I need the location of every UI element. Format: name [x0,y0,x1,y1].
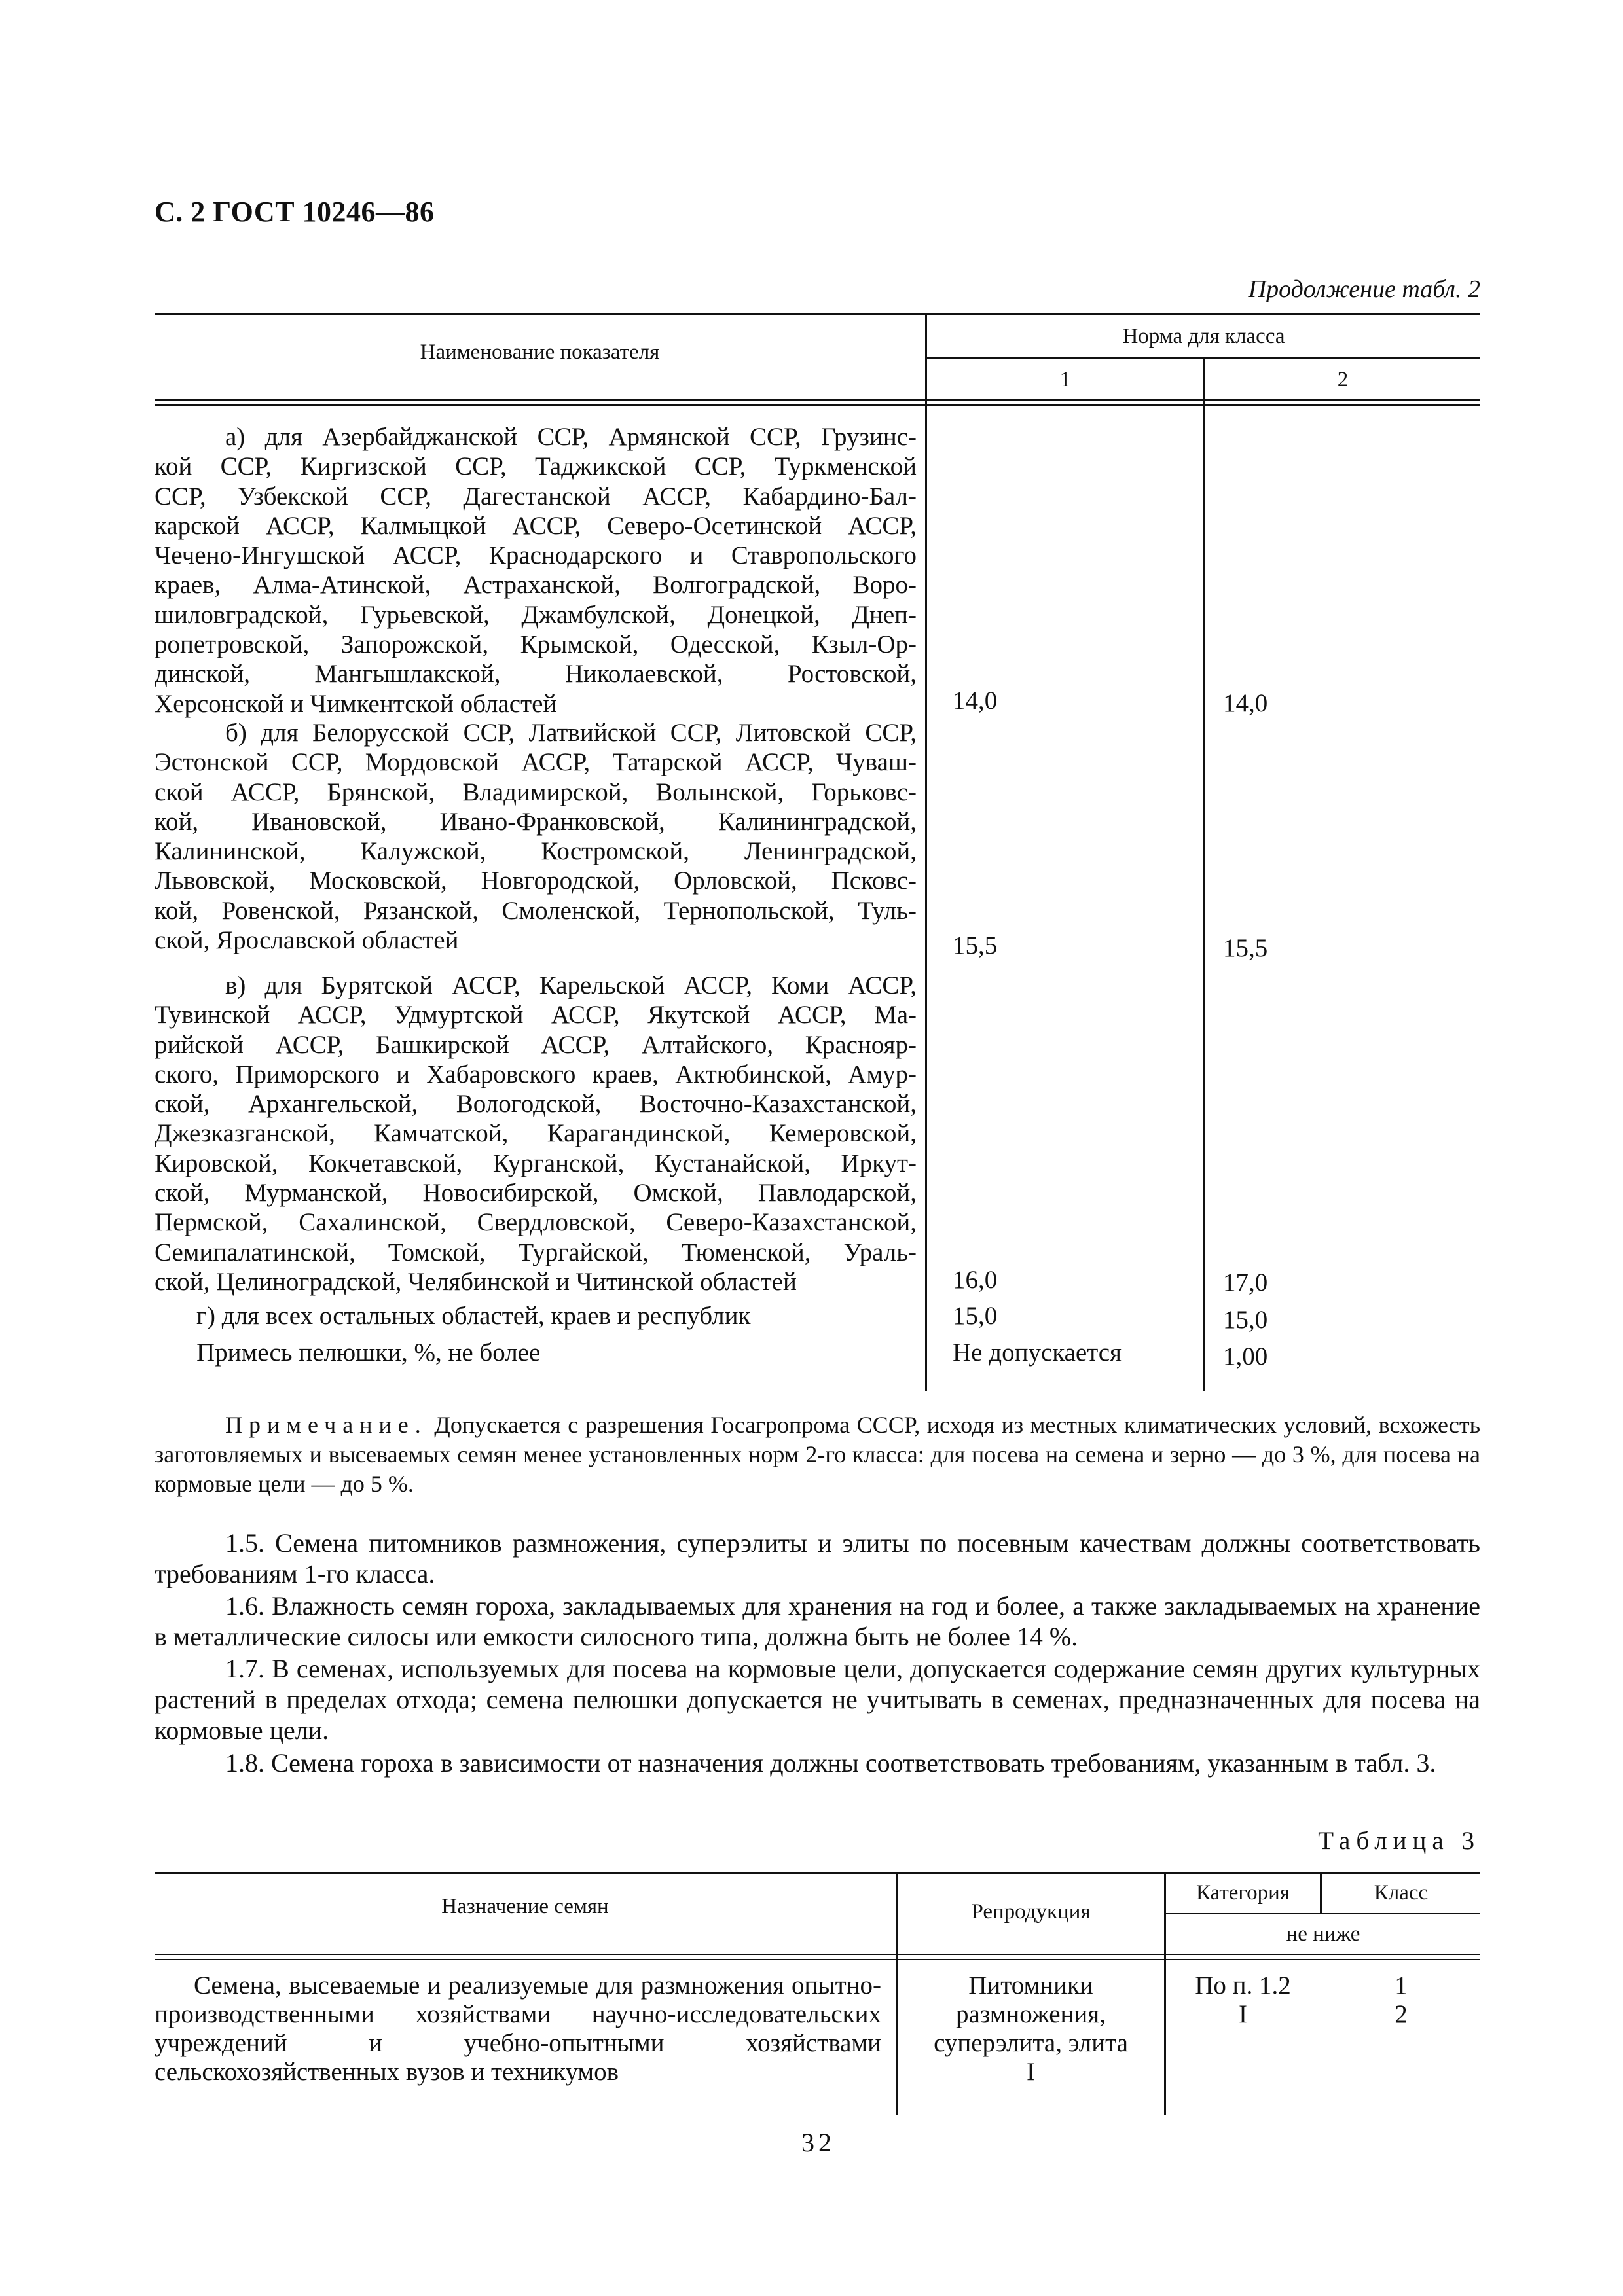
col-not-lower: не ниже [1286,1922,1360,1946]
reproduction-line-a: Питомники размножения, суперэлита, элита [934,1971,1128,2057]
col-class-2: 2 [1337,368,1349,391]
table-row-b-text: б) для Белорусской ССР, Латвийской ССР, Литовской ССР, Эстонской ССР, Мордовской АССР, Татарской АССР, Чуваш- ской АССР, Брянской, Владимирской, Волынской, Горьковс- кой, Ивановской, Ивано-Франковской, Калининградской, Калининской, Калужской, Костромской, Ленинградской, Львовской, Московской, Новгородской, Орловской, Псковс- кой, Ровенской, Рязанской, Смоленской, Тернопольской, Туль- ской, Ярославской областей [155,719,917,955]
note-label: Примечание. [225,1412,428,1438]
paragraph-1-5: 1.5. Семена питомников размножения, суперэлиты и элиты по посевным качествам должны соответствовать требованиям 1-го класса. [155,1528,1480,1588]
table-note [155,1410,1480,1499]
table-3-row1-reproduction [898,1971,1164,2087]
row-d-class1-value: 15,0 [953,1302,998,1330]
row-admixture-class2-value: 1,00 [1223,1342,1268,1371]
table-row-admixture-text: Примесь пелюшки, %, не более [196,1338,541,1367]
col-reproduction: Репродукция [971,1900,1091,1924]
note-text: Допускается с разрешения Госагропрома СССР, исходя из местных климатических условий, всхожесть заготовляемых и высеваемых семян менее установленных норм 2-го класса: для посева на семена и зерно — до 3 %, для посева на кормовые цели — до 5 %. [155,1412,1481,1497]
page-number: 32 [801,2128,835,2157]
table-3-row1-purpose: Семена, высеваемые и реализуемые для размножения опытно-производственными хозяйствами научно-исследовательских учреждений и учебно-опытными хозяйствами сельскохозяйственных вузов и техникумов [155,1971,881,2086]
row-d-class2-value: 15,0 [1223,1306,1268,1334]
row-c-class1-value: 16,0 [953,1266,998,1294]
col-category: Категория [1196,1881,1290,1905]
col-seed-purpose: Назначение семян [441,1895,609,1918]
table-row-c-text: в) для Бурятской АССР, Карельской АССР, Коми АССР, Тувинской АССР, Удмуртской АССР, Якутской АССР, Ма- рийской АССР, Башкирской АССР, Алтайского, Краснояр- ского, Приморского и Хабаровского краев, Актюбинской, Амур- ской, Архангельской, Вологодской, Восточно-Казахстанской, Джезказганской, Камчатской, Карагандинской, Кемеровской, Кировской, Кокчетавской, Курганской, Кустанайской, Иркут- ской, Мурманской, Новосибирской, Омской, Павлодарской, Пермской, Сахалинской, Свердловской, Северо-Казахстанской, Семипалатинской, Томской, Тургайской, Тюменской, Ураль- ской, Целиноградской, Челябинской и Читинской областей [155,971,917,1296]
paragraph-1-8: 1.8. Семена гороха в зависимости от назначения должны соответствовать требованиям, указанным в табл. 3. [225,1748,1436,1778]
table-row-d-text: г) для всех остальных областей, краев и республик [196,1302,751,1330]
paragraph-1-6: 1.6. Влажность семян гороха, закладываемых для хранения на год и более, а также закладываемых на хранение в металлические силосы или емкости силосного типа, должна быть не более 14 %. [155,1591,1480,1651]
row-b-class2-value: 15,5 [1223,934,1268,962]
table-row-a-text: а) для Азербайджанской ССР, Армянской ССР, Грузинс- кой ССР, Киргизской ССР, Таджикской ССР, Туркменской ССР, Узбекской ССР, Дагестанской АССР, Кабардино-Бал- карской АССР, Калмыцкой АССР, Северо-Осетинской АССР, Чечено-Ингушской АССР, Краснодарского и Ставропольского краев, Алма-Атинской, Астраханской, Волгоградской, Воро- шиловградской, Гурьевской, Джамбулской, Донецкой, Днеп- ропетровской, Запорожской, Крымской, Одесской, Кзыл-Ор- динской, Мангышлакской, Николаевской, Ростовской, Херсонской и Чимкентской областей [155,423,917,718]
row-c-class2-value: 17,0 [1223,1268,1268,1297]
row-a-class2-value: 14,0 [1223,689,1268,717]
col-class-1: 1 [1059,368,1071,391]
row-a-class1-value: 14,0 [953,687,998,715]
page-header: С. 2 ГОСТ 10246—86 [155,196,435,228]
col-indicator-name: Наименование показателя [420,340,660,364]
row-b-class1-value: 15,5 [953,931,998,960]
col-norm-for-class: Норма для класса [1122,325,1285,348]
table-continuation-label: Продолжение табл. 2 [1248,276,1480,303]
row-admixture-class1-value: Не допускается [953,1338,1122,1367]
paragraph-1-7: 1.7. В семенах, используемых для посева на кормовые цели, допускается содержание семян других культурных растений в пределах отхода; семена пелюшки допускается не учитывать в семенах, предназначенных для посева на кормовые цели. [155,1654,1480,1745]
col-class: Класс [1374,1881,1429,1905]
table-3-row1-category: По п. 1.2 I [1195,1971,1291,2028]
reproduction-line-b: I [1027,2058,1035,2086]
table-3-row1-class: 1 2 [1395,1971,1408,2028]
table-3-caption: Таблица 3 [1318,1827,1480,1855]
